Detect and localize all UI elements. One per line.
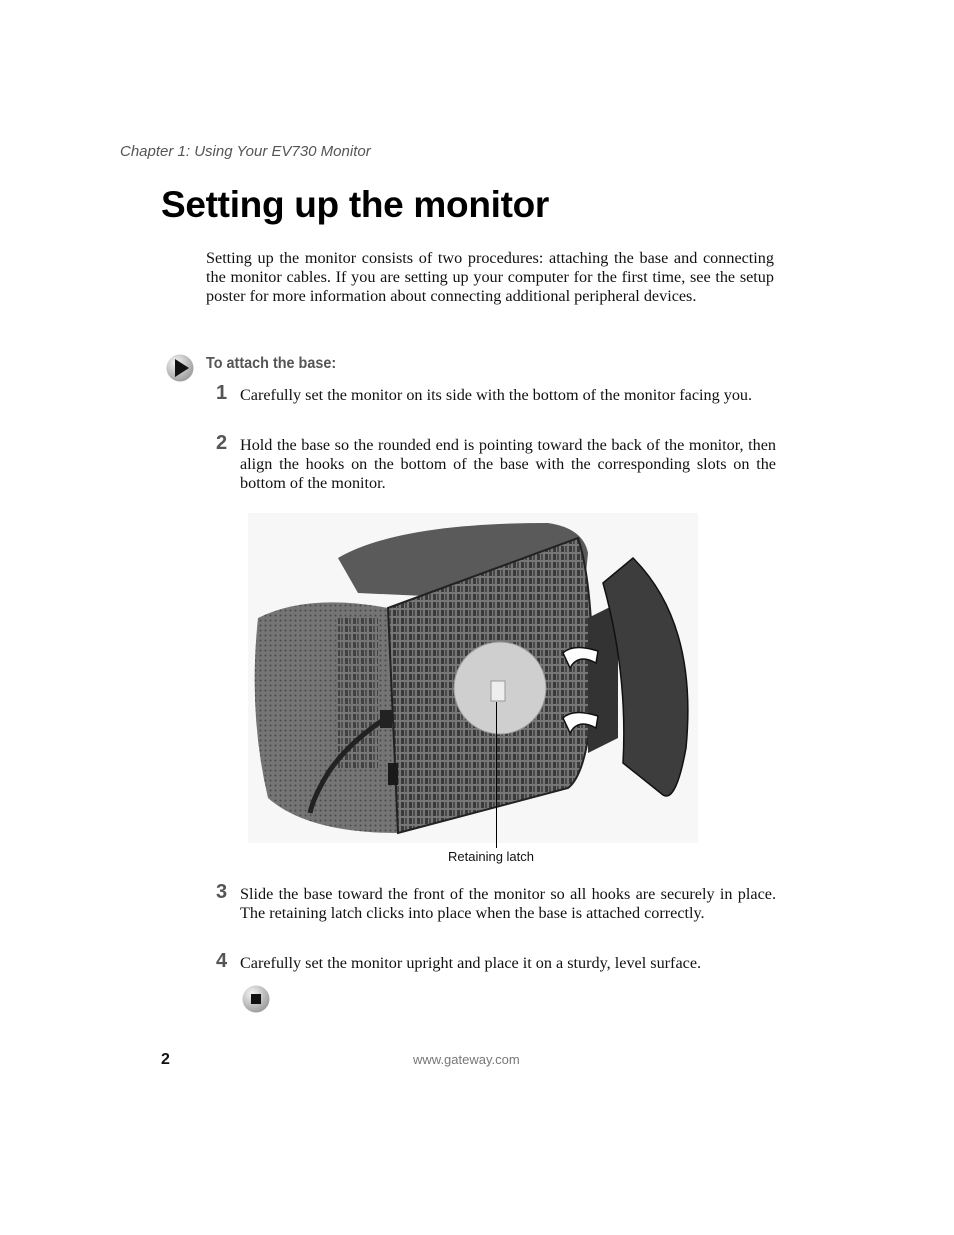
step-number: 2 [216, 432, 228, 454]
step-number: 3 [216, 881, 228, 903]
step-text: Carefully set the monitor on its side with the bottom of the monitor facing you. [240, 386, 753, 404]
page-title: Setting up the monitor [161, 184, 550, 225]
play-arrow-icon [166, 354, 194, 382]
callout-line [496, 702, 497, 848]
procedure-heading: To attach the base: [206, 355, 337, 372]
step-text: Hold the base so the rounded end is pointing toward the back of the monitor, then align the hooks on the bottom of the base with the corresponding slots on the bottom of the monitor. [240, 436, 776, 492]
intro-paragraph: Setting up the monitor consists of two procedures: attaching the base and connecting the monitor cables. If you are setting up your computer for the first time, see the setup poster for more information about connecting additional peripheral devices. [206, 249, 774, 305]
footer-url[interactable]: www.gateway.com [413, 1052, 520, 1067]
step-text: Carefully set the monitor upright and place it on a sturdy, level surface. [240, 954, 702, 972]
running-head: Chapter 1: Using Your EV730 Monitor [120, 143, 371, 160]
figure-caption: Retaining latch [448, 849, 534, 864]
step-number: 1 [216, 382, 228, 404]
page-number: 2 [161, 1051, 170, 1068]
step-number: 4 [216, 950, 228, 972]
step-text: Slide the base toward the front of the monitor so all hooks are securely in place. The retaining latch clicks into place when the base is attached correctly. [240, 885, 776, 922]
stop-square-icon [242, 985, 270, 1013]
monitor-base-illustration [248, 513, 698, 843]
